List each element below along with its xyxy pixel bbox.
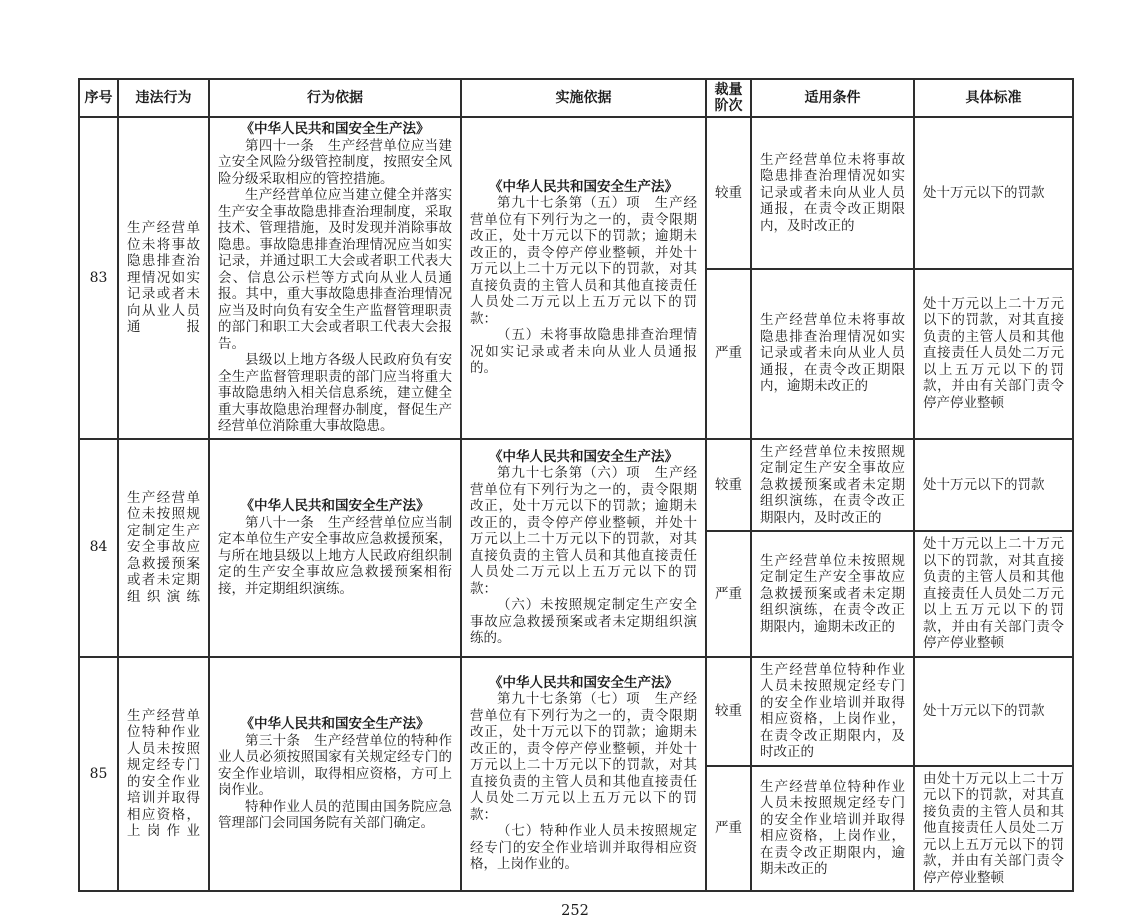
applicable-condition-cell: 生产经营单位特种作业人员未按照规定经专门的安全作业培训并取得相应资格，上岗作业，在责令改正期限内，逾期未改正的	[751, 766, 914, 892]
page-number: 252	[561, 903, 589, 919]
table-row	[79, 439, 1073, 532]
law-title: 《中华人民共和国安全生产法》	[489, 674, 678, 691]
implementation-basis-cell	[461, 117, 706, 439]
law-paragraph: 第九十七条第（五）项 生产经营单位有下列行为之一的，责令限期改正，处十万元以下的罚款；逾期未改正的，责令停产停业整顿，并处十万元以上二十万元以下的罚款，对其直接负责的主管人员和其他直接责任人员处二万元以上五万元以下的罚款：	[470, 195, 697, 327]
table-row	[79, 657, 1073, 766]
specific-standard-cell: 处十万元以上二十万元以下的罚款，对其直接负责的主管人员和其他直接责任人员处二万元以上五万元以下的罚款，并由有关部门责令停产停业整顿	[914, 531, 1073, 657]
behavior-basis-cell	[209, 439, 461, 657]
column-header-serial-number: 序号	[79, 79, 118, 117]
illegal-act-cell: 生产经营单位特种作业人员未按照规定经专门的安全作业培训并取得相应资格，上岗作业	[118, 657, 209, 892]
row-serial-number: 83	[79, 117, 118, 439]
law-paragraph: 生产经营单位应当建立健全并落实生产安全事故隐患排查治理制度，采取技术、管理措施，及时发现并消除事故隐患。事故隐患排查治理情况应当如实记录，并通过职工大会或者职工代表大会、信息公示栏等方式向从业人员通报。其中，重大事故隐患排查治理情况应当及时向负有安全生产监督管理职责的部门和职工大会或者职工代表大会报告。	[218, 187, 452, 352]
law-paragraph: （六）未按照规定制定生产安全事故应急救援预案或者未定期组织演练的。	[470, 597, 697, 646]
implementation-basis-cell	[461, 439, 706, 657]
discretion-grade-cell: 严重	[706, 531, 751, 657]
column-header-discretion-grade: 裁量阶次	[706, 79, 751, 117]
law-paragraph: （七）特种作业人员未按照规定经专门的安全作业培训并取得相应资格，上岗作业的。	[470, 823, 697, 873]
law-title: 《中华人民共和国安全生产法》	[240, 498, 430, 514]
law-paragraph: 第三十条 生产经营单位的特种作业人员必须按照国家有关规定经专门的安全作业培训，取得相应资格，方可上岗作业。	[218, 732, 452, 798]
law-paragraph: 第九十七条第（六）项 生产经营单位有下列行为之一的，责令限期改正，处十万元以下的罚款；逾期未改正的，责令停产停业整顿，并处十万元以上二十万元以下的罚款，对其直接负责的主管人员和其他直接责任人员处二万元以上五万元以下的罚款：	[470, 465, 697, 597]
discretion-grade-cell: 严重	[706, 766, 751, 892]
discretion-grade-cell: 较重	[706, 439, 751, 532]
law-title: 《中华人民共和国安全生产法》	[489, 178, 678, 195]
column-header-implementation-basis: 实施依据	[461, 79, 706, 117]
illegal-act-cell: 生产经营单位未按照规定制定生产安全事故应急救援预案或者未定期组织演练	[118, 439, 209, 657]
law-title: 《中华人民共和国安全生产法》	[489, 448, 678, 465]
column-header-behavior-basis: 行为依据	[209, 79, 461, 117]
law-title: 《中华人民共和国安全生产法》	[240, 716, 430, 732]
discretion-grade-cell: 较重	[706, 117, 751, 269]
column-header-applicable-condition: 适用条件	[751, 79, 914, 117]
law-paragraph: 特种作业人员的范围由国务院应急管理部门会同国务院有关部门确定。	[218, 798, 452, 831]
specific-standard-cell: 处十万元以下的罚款	[914, 657, 1073, 766]
specific-standard-cell: 处十万元以下的罚款	[914, 439, 1073, 532]
column-header-illegal-act: 违法行为	[118, 79, 209, 117]
implementation-basis-cell	[461, 657, 706, 892]
column-header-specific-standard: 具体标准	[914, 79, 1073, 117]
law-paragraph: 县级以上地方各级人民政府负有安全生产监督管理职责的部门应当将重大事故隐患纳入相关信息系统，建立健全重大事故隐患治理督办制度，督促生产经营单位消除重大事故隐患。	[218, 352, 452, 434]
applicable-condition-cell: 生产经营单位未按照规定制定生产安全事故应急救援预案或者未定期组织演练，在责令改正期限内，逾期未改正的	[751, 531, 914, 657]
illegal-act-cell: 生产经营单位未将事故隐患排查治理情况如实记录或者未向从业人员通报	[118, 117, 209, 439]
specific-standard-cell: 处十万元以上二十万元以下的罚款，对其直接负责的主管人员和其他直接责任人员处二万元以上五万元以下的罚款，并由有关部门责令停产停业整顿	[914, 269, 1073, 439]
law-paragraph: 第八十一条 生产经营单位应当制定本单位生产安全事故应急救援预案，与所在地县级以上地方人民政府组织制定的生产安全事故应急救援预案相衔接，并定期组织演练。	[218, 514, 452, 597]
law-paragraph: 第四十一条 生产经营单位应当建立安全风险分级管控制度，按照安全风险分级采取相应的管控措施。	[218, 137, 452, 187]
penalty-discretion-table	[78, 78, 1074, 892]
applicable-condition-cell: 生产经营单位未将事故隐患排查治理情况如实记录或者未向从业人员通报，在责令改正期限内，逾期未改正的	[751, 269, 914, 439]
row-serial-number: 85	[79, 657, 118, 892]
behavior-basis-cell	[209, 657, 461, 892]
applicable-condition-cell: 生产经营单位未按照规定制定生产安全事故应急救援预案或者未定期组织演练，在责令改正期限内，及时改正的	[751, 439, 914, 532]
specific-standard-cell: 由处十万元以上二十万元以下的罚款，对其直接负责的主管人员和其他直接责任人员处二万元以上五万元以下的罚款，并由有关部门责令停产停业整顿	[914, 766, 1073, 892]
specific-standard-cell: 处十万元以下的罚款	[914, 117, 1073, 269]
discretion-grade-cell: 较重	[706, 657, 751, 766]
row-serial-number: 84	[79, 439, 118, 657]
applicable-condition-cell: 生产经营单位特种作业人员未按照规定经专门的安全作业培训并取得相应资格，上岗作业，在责令改正期限内，及时改正的	[751, 657, 914, 766]
law-paragraph: 第九十七条第（七）项 生产经营单位有下列行为之一的，责令限期改正，处十万元以下的罚款；逾期未改正的，责令停产停业整顿，并处十万元以上二十万元以下的罚款，对其直接负责的主管人员和其他直接责任人员处二万元以上五万元以下的罚款：	[470, 691, 697, 823]
discretion-grade-cell: 严重	[706, 269, 751, 439]
behavior-basis-cell	[209, 117, 461, 439]
applicable-condition-cell: 生产经营单位未将事故隐患排查治理情况如实记录或者未向从业人员通报，在责令改正期限内，及时改正的	[751, 117, 914, 269]
header-row	[79, 79, 1073, 117]
law-paragraph: （五）未将事故隐患排查治理情况如实记录或者未向从业人员通报的。	[470, 327, 697, 377]
table-row	[79, 117, 1073, 269]
law-title: 《中华人民共和国安全生产法》	[240, 121, 430, 137]
